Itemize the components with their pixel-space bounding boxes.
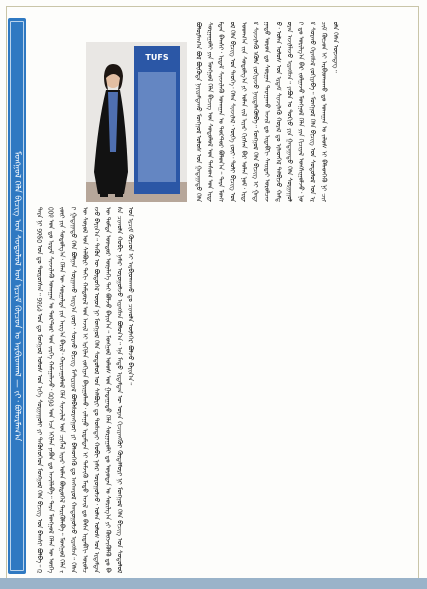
body-text-main: ᠲᠡᠷᠡ ᠨᠢ ᠑᠙᠖᠐ ᠣᠨ ᠳᠤ ᠲᠥᠷᠦᠭᠰᠡᠨ᠃ ᠑᠙᠘᠔ ᠣᠨ ᠳᠤ ᠮᠣᠩᠭᠣᠯ ᠤᠯᠤᠰ ᠤᠨ ᠢᠬᠡ ᠰᠤᠷᠭᠠᠭᠤᠯᠢ ᠶᠢ ᠲᠡᠭᠦᠰᠦᠭᠡᠳ ᠮᠣᠩᠭᠣᠯ ᠬᠡᠯᠡ ᠪᠢᠴᠢᠭ ᠤᠨ ᠪᠠᠭᠰᠢ ᠪᠣᠯᠪᠠ᠃ ᠒᠐᠐᠙ ᠣᠨ ᠳᠤ ᠡᠷᠳᠡᠮ ᠰᠢᠨᠵᠢᠯᠡᠬᠦ ᠤᠬᠠᠭᠠᠨ ᠤ ᠳᠣᠺᠲ᠋ᠣᠷ ᠤᠨ ᠵᠡᠷᠭᠡ ᠬᠠᠮᠠᠭᠠᠯᠠᠵᠤ᠂ ᠒᠐᠑᠔ ᠣᠨ ᠡᠴᠡ ᠡᠬᠢᠯᠡᠨ ᠶᠠᠫᠣᠨ ᠳᠤ ᠠᠵᠢᠯᠯᠠᠪᠠ᠃ ᠲᠡᠷᠡ ᠮᠣᠩᠭᠣᠯ ᠬᠡᠯᠡᠨ ᠦ ᠦᠭᠡ ᠵᠦᠢ ᠶᠢᠨ ᠰᠤᠳᠤᠯᠭ᠎ᠠ᠂ ᠬᠡᠯᠡᠨ ᠦ ᠰᠤᠷᠭᠠᠯᠲᠠ ᠶᠢᠨ ᠠᠷᠭ᠎ᠠ ᠪᠠᠷᠢᠯ᠂ ᠬᠠᠷᠢᠴᠠᠭᠤᠯᠤᠯ ᠬᠡᠯᠡ ᠰᠢᠨᠵᠢᠯᠡᠯ ᠤᠨ ᠴᠢᠭᠯᠡᠯ ᠢᠶᠡᠷ ᠣᠯᠠᠨ ᠪᠦᠲᠦᠭᠡᠯ ᠲᠡᠷᠢᠭᠦᠯᠡᠪᠡ᠃ ᠮᠣᠩᠭᠣᠯ ᠬᠡᠯᠡ ᠵᠢ ᠭᠠᠳᠠᠭᠠᠳᠤ ᠬᠡᠯᠡ ᠪᠣᠯᠭᠠᠨ ᠰᠤᠷᠭᠠᠬᠤ ᠠᠷᠭ᠎ᠠ ᠵᠦᠢ᠂ ᠰᠤᠷᠬᠤ ᠪᠢᠴᠢᠭ ᠮᠠᠲ᠋ᠧᠷᠢᠶᠠᠯ ᠪᠣᠯᠪᠠᠰᠤᠷᠠᠩᠭᠤᠢ ᠶᠢ ᠪᠡᠯᠡᠳᠬᠡᠬᠦ ᠳᠤ ᠠᠩᠬᠠᠷᠤᠯ ᠬᠠᠨᠳᠤᠭᠤᠯᠵᠤ ᠢᠷᠡᠭᠰᠡᠨ᠃ ᠬᠡᠯᠡᠨ ᠦ ᠰᠣᠶᠣᠯ ᠤᠨ ᠰᠠᠯᠪᠤᠷᠢ ᠳᠠᠬᠢ ᠬᠠᠮᠲᠤᠷᠠᠯ ᠤᠨ ᠠᠵᠢᠯ ᠢ ᠡᠷᠬᠢᠯᠡᠨ ᠵᠣᠬᠢᠶᠠᠨ ᠪᠠᠶᠢᠭᠤᠯᠬᠤ᠂ ᠵᠠᠯᠠᠭᠤ ᠡᠷᠳᠡᠮᠲᠡᠨ ᠢ ᠳᠡᠮᠵᠢᠬᠦ ᠮᠡᠲᠦ ᠠᠵᠢᠯ ᠳᠤ ᠪᠠᠰᠠ ᠢᠳᠡᠪᠬᠢ ᠣᠷᠣᠯᠴᠠᠵᠤ ᠪᠠᠶᠢᠨ᠎ᠠ᠃ ᠲᠡᠭᠦᠨ ᠦ ᠪᠦᠲᠦᠭᠡᠯ ᠦᠳ ᠨᠢ ᠮᠣᠩᠭᠣᠯ ᠬᠡᠯᠡ ᠰᠤᠳᠤᠯᠤᠯ ᠤᠨ ᠰᠠᠯᠪᠤᠷᠢ ᠳᠤ ᠲᠤᠰᠠᠲᠠᠢ ᠬᠤᠪᠢ ᠨᠡᠮᠡᠷ ᠣᠷᠣᠭᠤᠯᠵᠤ᠂ ᠣᠯᠠᠨ ᠤᠯᠤᠰ ᠤᠨ ᠡᠷᠳᠡᠮᠲᠡᠨ ᠦ ᠳᠤᠮᠳᠠ ᠥᠨᠳᠥᠷ ᠦᠨᠡᠯᠡᠭᠡ ᠲᠠᠢ ᠪᠣᠯᠵᠤ ᠪᠠᠶᠢᠨ᠎ᠠ᠃ ᠮᠣᠩᠭᠣᠯ ᠤᠯᠤᠰ ᠤᠨ ᠭᠠᠳᠠᠭᠠᠳᠤ ᠬᠡᠯᠡ ᠰᠤᠷᠭᠠᠭᠤᠯᠢ ᠳᠤ ᠣᠶᠣᠲᠠᠨ ᠤ ᠰᠣᠷᠢᠯᠭ᠎ᠠ ᠶᠢ ᠬᠥᠭᠵᠢᠭᠦᠯᠬᠦ ᠳᠤ ᠪᠠᠰᠠ ᠴᠢᠬᠤᠯᠠ ᠬᠤᠪᠢ ᠨᠡᠮᠡᠷ ᠣᠷᠣᠭᠤᠯᠵᠤ ᠢᠷᠡᠭᠰᠡᠨ ᠪᠣᠯᠤᠨ᠎ᠠ᠃ ᠡᠨᠡ ᠮᠡᠲᠦ ᠡᠷᠳᠡᠮᠲᠡᠨ ᠦ ᠤᠶᠠᠨ ᠬᠢᠴᠢᠶᠡᠩᠭᠦᠢ ᠬᠥᠳᠡᠯᠮᠦᠷᠢ ᠨᠢ ᠮᠣᠩᠭᠣᠯ ᠬᠡᠯᠡ ᠪᠢᠴᠢᠭ ᠤᠨ ᠰᠤᠳᠤᠯᠤᠯ ᠤᠨ ᠡᠷᠴᠢᠮ ᠬᠦᠴᠦᠨ ᠢ ᠠᠷᠪᠢᠳᠬᠠᠬᠤ ᠳᠤ ᠴᠢᠬᠤᠯᠠ ᠦᠯᠡᠭᠡᠷ ᠪᠣᠯᠵᠤ ᠪᠠᠶᠢᠨ᠎ᠠ᠃ (35, 207, 134, 573)
body-text-top: ᠪᠣᠯᠣᠷᠮᠠᠭ᠎ᠠ ᠪᠣᠯ ᠪᠦᠭᠦᠳᠡ ᠨᠠᠶᠢᠷᠠᠮᠳᠠᠬᠤ ᠮᠣᠩᠭᠣᠯ ᠤᠯᠤᠰ ᠤᠨ ᠭᠠᠳᠠᠭᠠᠳᠤ ᠬᠡᠯᠡ ᠰᠤᠷᠭᠠᠭᠤᠯᠢ ᠶᠢᠨ ᠮᠣᠩᠭᠣᠯ ᠬᠡᠯᠡ ᠪᠢᠴᠢᠭ ᠤᠨ ᠰᠤᠳᠤᠯᠤᠯ ᠤᠨ ᠲᠠᠰᠤᠭ ᠤᠨ ᠡᠷᠳᠡᠮᠲᠡᠨ ᠪᠠᠭᠰᠢ᠂ ᠡᠷᠳᠡᠮ ᠰᠢᠨᠵᠢᠯᠡᠬᠦ ᠤᠬᠠᠭᠠᠨ ᠤ ᠳᠣᠺᠲ᠋ᠣᠷ ᠪᠣᠯᠣᠨ᠎ᠠ᠃ ᠲᠡᠷᠡ ᠮᠣᠩᠭᠣᠯ ᠬᠡᠯᠡ ᠪᠢᠴᠢᠭ ᠤᠨ ᠲᠡᠦᠬᠡ᠂ ᠬᠡᠯᠡᠨ ᠰᠢᠨᠵᠢᠯᠡᠯ᠂ ᠦᠭᠡ ᠵᠦᠢ᠂ ᠲᠣᠯᠢ ᠪᠢᠴᠢᠭ ᠤᠨ ᠤᠳᠬ᠎ᠠ ᠵᠢᠨ ᠰᠤᠳᠤᠯᠭ᠎ᠠ ᠶᠢ ᠣᠯᠠᠨ ᠵᠢᠯ ᠢᠶᠡᠷ ᠬᠢᠭᠰᠡᠨ ᠪᠡᠷ ᠣᠯᠠᠨ ᠨᠣᠮ᠂ ᠡᠷᠳᠡᠮ ᠰᠢᠨᠵᠢᠯᠡᠬᠦ ᠡᠭᠦᠯᠡ ᠵᠣᠬᠢᠶᠠᠵᠤ ᠨᠡᠢᠲᠡᠯᠡᠭᠦᠯᠪᠡ᠃ ᠮᠣᠩᠭᠣᠯ ᠬᠡᠯᠡ ᠪᠢᠴᠢᠭ ᠢ ᠭᠠᠳᠠᠭᠠᠳᠤ ᠣᠷᠣᠨ ᠳᠤ ᠰᠤᠷᠭᠠᠨ ᠲᠠᠷᠠᠭᠠᠬᠤ ᠠᠵᠢᠯ ᠳᠤ ᠢᠳᠡᠪᠬᠢ ᠰᠠᠢᠲᠠᠢ ᠣᠷᠣᠯᠴᠠᠵᠤ᠂ ᠣᠯᠠᠨ ᠤᠯᠤᠰ ᠤᠨ ᠡᠷᠳᠡᠮ ᠰᠢᠨᠵᠢᠯᠡᠬᠦ ᠬᠤᠷᠠᠯ ᠳᠤ ᠢᠯᠡᠳᠬᠡᠯ ᠲᠠᠯᠪᠢᠵᠤ ᠬᠠᠮᠲᠤᠷᠠᠨ ᠠᠵᠢᠯᠯᠠᠵᠤ ᠢᠷᠡᠭᠰᠡᠨ᠃ ᠶᠠᠫᠣᠨ ᠤ ᠲᠣᠺᠢᠣ ᠶᠢᠨ ᠭᠠᠳᠠᠭᠠᠳᠤ ᠬᠡᠯᠡ ᠰᠤᠷᠭᠠᠭᠤᠯᠢ ᠳᠤ ᠤᠷᠢᠯᠭ᠎ᠠ ᠪᠠᠷ ᠵᠣᠯᠭᠠᠵᠤ ᠮᠣᠩᠭᠣᠯ ᠬᠡᠯᠡ ᠶᠢᠨ ᠬᠢᠴᠢᠶᠡᠯ ᠤᠩᠰᠢᠭᠤᠯᠵᠤ᠂ ᠨᠣᠮ ᠰᠤᠷᠬᠤ ᠬᠡᠷᠡᠭᠰᠡᠯ ᠵᠣᠬᠢᠶᠠᠪᠠ᠃ ᠮᠣᠩᠭᠣᠯ ᠬᠡᠯᠡ ᠪᠢᠴᠢᠭ ᠤᠨ ᠰᠤᠳᠤᠯᠤᠯ ᠤᠨ ᠡᠷᠴᠢᠮ ᠬᠦᠴᠦᠨ ᠢ ᠠᠷᠪᠢᠳᠬᠠᠬᠤ ᠳᠤ ᠤᠬᠠᠭᠠᠨ ᠤ ᠵᠠᠯᠤᠰ ᠢ ᠪᠡᠯᠡᠳᠬᠡᠬᠦ ᠨᠢ ᠴᠢᠬᠤᠯᠠ ᠬᠡᠮᠡᠨ ᠦᠵᠡᠳᠡᠭ᠃ (194, 22, 339, 202)
photo-banner-text: TUFS (145, 53, 169, 62)
person-shoe-right (115, 194, 123, 197)
footer-band (0, 578, 427, 589)
chapter-title: ᠮᠣᠩᠭᠣᠯ ᠬᠡᠯᠡ ᠪᠢᠴᠢᠭ ᠤᠨ ᠰᠤᠳᠤᠯᠤᠯ ᠤᠨ ᠡᠷᠴᠢᠮ ᠬᠦᠴᠦᠨ ᠤ ᠠᠷᠪᠢᠳᠬᠠᠯ — ᠵᠢ᠂ ᠪᠣᠯᠣᠷᠮᠠᠭ᠎ᠠ (12, 150, 22, 442)
portrait-photo (86, 42, 187, 202)
photo-banner-panel (138, 72, 176, 182)
person-shoe-left (100, 194, 108, 197)
portrait-photo-image (86, 42, 187, 202)
